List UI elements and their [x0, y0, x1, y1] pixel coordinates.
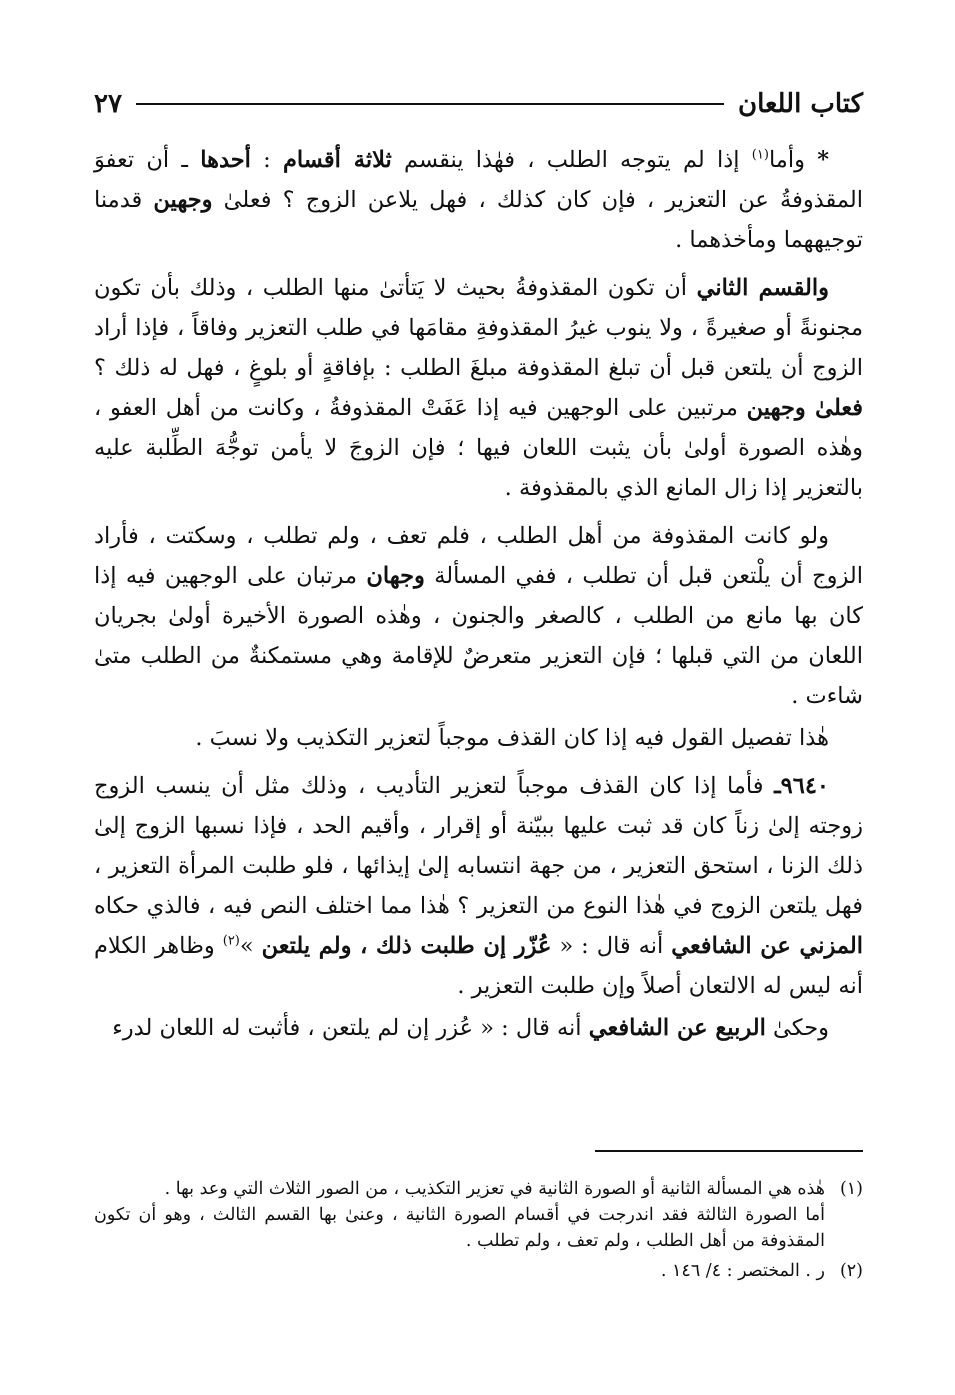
p5-text-c: »	[239, 933, 262, 959]
p5-text-a: فأما إذا كان القذف موجباً لتعزير التأديب ، وذلك مثل أن ينسب الزوج زوجته إلىٰ زناً كان قد ثبت عليها ببيّنة أو إقرار ، وأقيم الحد ، فإذا نسبها الزوج إلىٰ ذلك الزنا ، استحق التعزير ، من جهة انتسابه إلىٰ إيذائها ، فلو طلبت المرأة التعزير ، فهل يلتعن الزوج في هٰذا النوع من التعزير ؟ هٰذا مما اختلف النص فيه ، فالذي حكاه	[94, 773, 863, 919]
p3-bold-1: وجهان	[366, 563, 425, 589]
p3-text-b: مرتبان على الوجهين فيه إذا كان بها مانع من الطلب ، كالصغر والجنون ، وهٰذه الصورة الأخيرة أولىٰ بجريان اللعان من التي قبلها ؛ فإن التعزير متعرضٌ للإقامة وهي مستمكنةٌ من الطلب متىٰ شاءت .	[94, 563, 863, 709]
paragraph-6	[94, 1008, 863, 1048]
star-marker: *	[817, 147, 829, 173]
book-title: كتاب اللعان	[738, 89, 863, 119]
footnote-2-line-1: ر . المختصر : ٤/ ١٤٦ .	[660, 1261, 825, 1281]
main-text	[94, 140, 863, 1056]
p4-text-a: هٰذا تفصيل القول فيه إذا كان القذف موجباً لتعزير التكذيب ولا نسبَ .	[195, 725, 829, 751]
p1-text-b: إذا لم يتوجه الطلب ، فهٰذا ينقسم	[391, 147, 752, 173]
footnote-separator	[595, 1150, 863, 1152]
footnote-ref-2[interactable]: (٢)	[222, 933, 240, 949]
p6-bold-1: الربيع عن الشافعي	[588, 1015, 766, 1041]
p5-text-b: أنه قال : «	[551, 933, 672, 959]
p2-text-b: مرتبين على الوجهين فيه إذا عَفَتْ المقذوفةُ ، وكانت من أهل العفو ، وهٰذه الصورة أولىٰ بأن يثبت اللعان فيها ؛ فإن الزوجَ لا يأمن توجُّهَ الطِّلبة عليه بالتعزير إذا زال المانع الذي بالمقذوفة .	[94, 395, 863, 501]
p1-bold-2: أحدها	[200, 147, 251, 173]
p3-text-a: ولو كانت المقذوفة من أهل الطلب ، فلم تعف ، ولم تطلب ، وسكتت ، فأراد الزوج أن يلْتعن قبل أن تطلب ، ففي المسألة	[94, 523, 863, 589]
paragraph-5	[94, 766, 863, 1006]
paragraph-3	[94, 516, 863, 716]
footnote-2-number: (٢)	[839, 1261, 863, 1281]
p6-text-b: أنه قال : « عُزر إن لم يلتعن ، فأثبت له اللعان لدرء	[112, 1015, 589, 1041]
header-rule	[136, 103, 724, 105]
p1-text-a: وأما	[768, 147, 805, 173]
p1-bold-1: ثلاثة أقسام	[283, 147, 392, 173]
p2-text-a: أن تكون المقذوفةُ بحيث لا يَتأتىٰ منها الطلب ، وذلك بأن تكون مجنونةً أو صغيرةً ، ولا ينوب غيرُ المقذوفةِ مقامَها في طلب التعزير وفاقاً ، فإذا أراد الزوج أن يلتعن قبل أن تبلغ المقذوفة مبلغَ الطلب : بإفاقةٍ أو بلوغٍ ، فهل له ذلك ؟	[94, 275, 863, 381]
footnote-ref-1[interactable]: (١)	[751, 147, 769, 163]
running-header	[94, 84, 863, 124]
p5-bold-1: المزني عن الشافعي	[671, 933, 863, 959]
footnote-2-text	[94, 1258, 825, 1284]
footnotes	[94, 1176, 863, 1284]
p2-bold-2: فعلىٰ وجهين	[746, 395, 863, 421]
footnote-1-line-1: هٰذه هي المسألة الثانية أو الصورة الثانية في تعزير التكذيب ، من الصور الثلاث التي وعد بها .	[164, 1179, 825, 1199]
p6-text-a: وحكىٰ	[765, 1015, 829, 1041]
footnote-2	[94, 1258, 863, 1284]
p5-text-d: وظاهر الكلام أنه ليس له الالتعان أصلاً وإن طلبت التعزير .	[94, 933, 863, 999]
p1-bold-3: وجهين	[153, 187, 213, 213]
footnote-1-line-2: أما الصورة الثالثة فقد اندرجت في أقسام الصورة الثانية ، وعنىٰ بها القسم الثالث ، وهو أن تكون المقذوفة من أهل الطلب ، ولم تعف ، ولم تطلب .	[94, 1205, 825, 1251]
footnote-1	[94, 1176, 863, 1254]
p1-text-e: قدمنا توجيههما ومأخذهما .	[94, 187, 863, 253]
footnote-1-text	[94, 1176, 825, 1254]
section-number: ٩٦٤٠ـ	[774, 773, 829, 799]
paragraph-1	[94, 140, 863, 260]
p2-bold-1: والقسم الثاني	[696, 275, 829, 301]
footnote-1-number: (١)	[839, 1179, 863, 1199]
page-number: ٢٧	[94, 89, 122, 119]
p5-bold-2: عُزّر إن طلبت ذلك ، ولم يلتعن	[261, 933, 552, 959]
paragraph-2	[94, 268, 863, 508]
p1-text-d: ـ أن تعفوَ المقذوفةُ عن التعزير ، فإن كان كذلك ، فهل يلاعن الزوج ؟ فعلىٰ	[94, 147, 863, 213]
p1-text-c: :	[250, 147, 283, 173]
paragraph-4	[94, 718, 863, 758]
